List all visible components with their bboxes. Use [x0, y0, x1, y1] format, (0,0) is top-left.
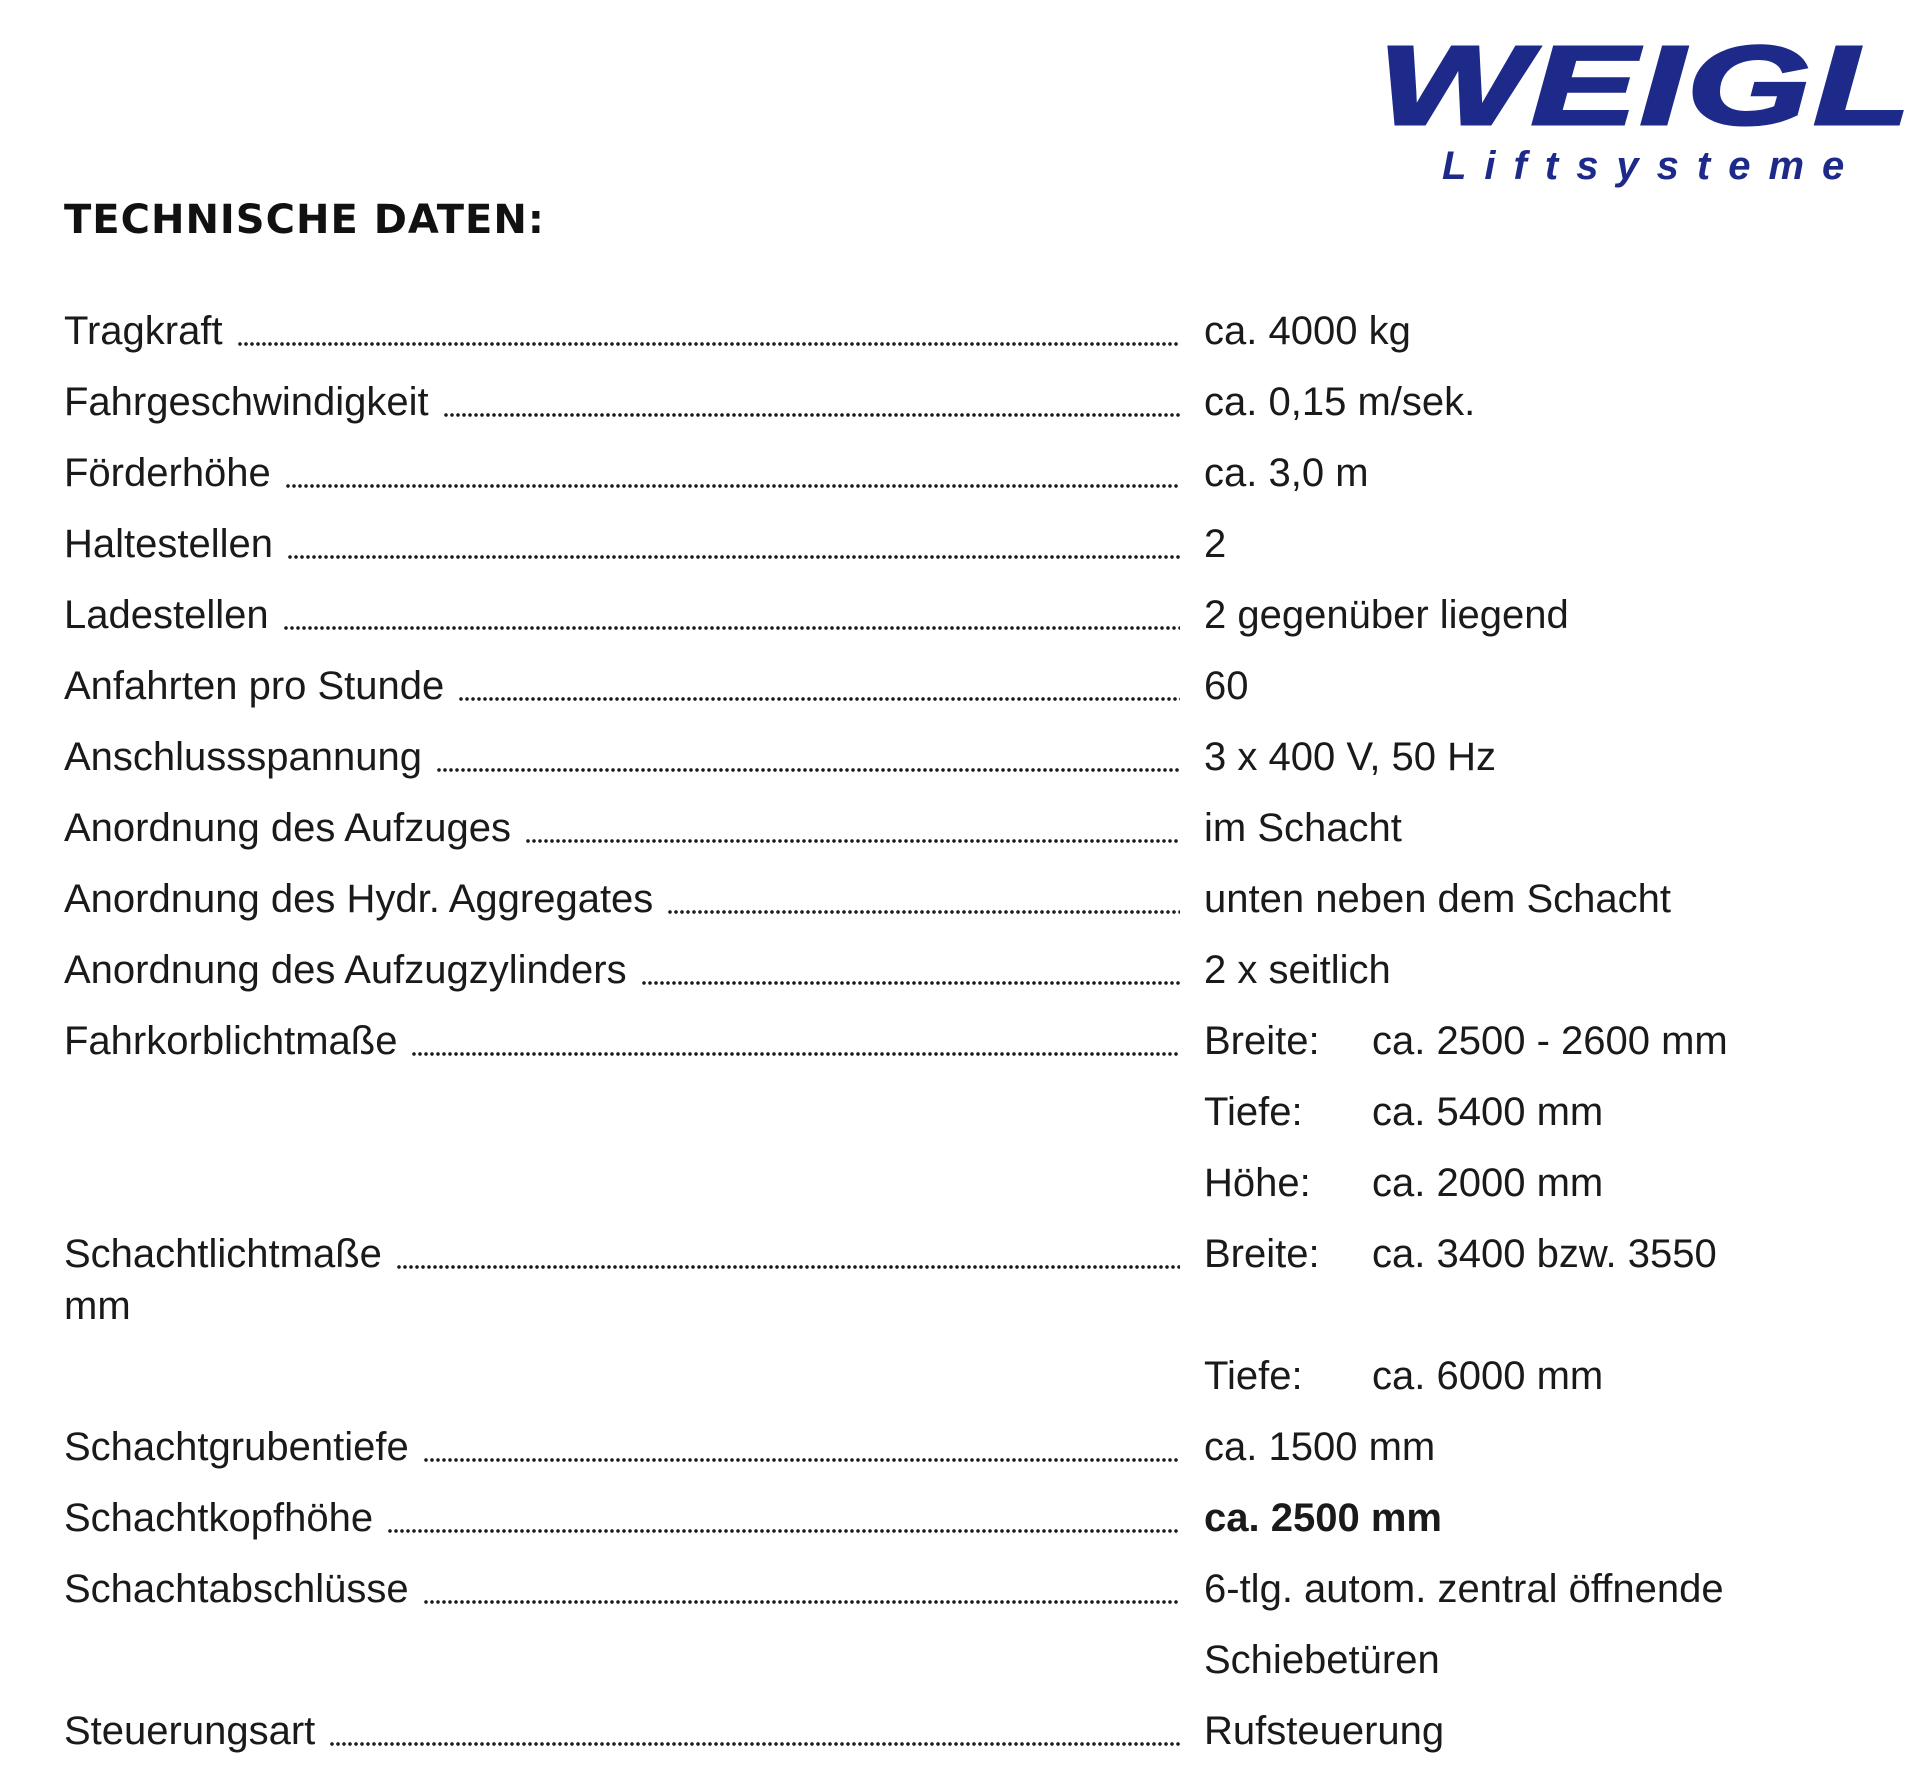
spec-label: Anordnung des Hydr. Aggregates: [64, 877, 654, 921]
spec-value: 60: [1204, 664, 1249, 708]
dimension-key: Breite:: [1204, 1232, 1320, 1276]
dot-leader: [237, 339, 1180, 349]
spec-value: ca. 0,15 m/sek.: [1204, 380, 1476, 424]
spec-value: 2 x seitlich: [1204, 948, 1391, 992]
dimension-key: Breite:: [1204, 1019, 1320, 1063]
spec-value: ca. 1500 mm: [1204, 1425, 1436, 1469]
dimension-value: ca. 6000 mm: [1372, 1354, 1604, 1398]
spec-row-abschluesse-cont: [64, 1625, 1864, 1696]
dimension-key: Höhe:: [1204, 1161, 1311, 1205]
spec-row-kopfhoehe: [64, 1483, 1864, 1554]
spec-row-schacht-tiefe: [64, 1341, 1864, 1412]
dot-leader: [387, 1526, 1180, 1536]
logo-wordmark: WEIGL: [1378, 23, 1914, 148]
spec-label: Haltestellen: [64, 522, 274, 566]
dot-leader: [287, 552, 1180, 562]
spec-label: Anordnung des Aufzuges: [64, 806, 512, 850]
page-title: TECHNISCHE DATEN:: [64, 197, 545, 243]
spec-row-foerderhoehe: [64, 438, 1864, 509]
spec-value-dimension: [1204, 1006, 1728, 1077]
dot-leader: [411, 1049, 1180, 1059]
dot-leader: [667, 907, 1180, 917]
dimension-value: ca. 2000 mm: [1372, 1161, 1604, 1205]
spec-row-anfahrten: [64, 651, 1864, 722]
spec-label: Schachtabschlüsse: [64, 1567, 409, 1611]
spec-value: ca. 3,0 m: [1204, 451, 1369, 495]
dimension-key: Tiefe:: [1204, 1090, 1303, 1134]
spec-value: im Schacht: [1204, 806, 1402, 850]
spec-label: Fahrgeschwindigkeit: [64, 380, 429, 424]
spec-row-schacht: [64, 1219, 1864, 1341]
dimension-value: ca. 2500 - 2600 mm: [1372, 1019, 1728, 1063]
spec-row-anordnung-zylinder: [64, 935, 1864, 1006]
weigl-logo: [1378, 23, 1914, 188]
spec-row-anschlussspannung: [64, 722, 1864, 793]
spec-label: Anordnung des Aufzugzylinders: [64, 948, 627, 992]
spec-row-tragkraft: [64, 296, 1864, 367]
logo-subtitle: Liftsysteme: [1442, 144, 1863, 188]
dimension-key: Tiefe:: [1204, 1354, 1303, 1398]
dot-leader: [285, 481, 1180, 491]
spec-value: 6-tlg. autom. zentral öffnende: [1204, 1567, 1724, 1611]
spec-row-fahrkorb-hoehe: [64, 1148, 1864, 1219]
spec-row-abschluesse: [64, 1554, 1864, 1625]
dot-leader: [458, 694, 1180, 704]
dot-leader: [396, 1262, 1180, 1272]
spec-row-fahrkorb-tiefe: [64, 1077, 1864, 1148]
spec-value: unten neben dem Schacht: [1204, 877, 1672, 921]
dot-leader: [436, 765, 1180, 775]
spec-label: Schachtkopfhöhe: [64, 1496, 374, 1540]
spec-row-grubentiefe: [64, 1412, 1864, 1483]
dot-leader: [641, 978, 1180, 988]
spec-value: Rufsteuerung: [1204, 1709, 1445, 1753]
spec-row-fahrkorb: [64, 1006, 1864, 1077]
spec-label: Schachtlichtmaße: [64, 1232, 382, 1276]
spec-label-continuation: mm: [64, 1284, 131, 1328]
spec-label: Schachtgrubentiefe: [64, 1425, 409, 1469]
spec-label: Fahrkorblichtmaße: [64, 1019, 398, 1063]
spec-value: 3 x 400 V, 50 Hz: [1204, 735, 1497, 779]
spec-label: Anschlussspannung: [64, 735, 423, 779]
dimension-value: ca. 5400 mm: [1372, 1090, 1604, 1134]
dot-leader: [423, 1597, 1180, 1607]
dot-leader: [525, 836, 1180, 846]
spec-value: 2: [1204, 522, 1227, 566]
spec-value-dimension: [1204, 1077, 1603, 1148]
dimension-value: ca. 3400 bzw. 3550: [1372, 1232, 1717, 1276]
spec-value-dimension: [1204, 1341, 1603, 1412]
dot-leader: [283, 623, 1180, 633]
spec-value-continuation: Schiebetüren: [1204, 1638, 1440, 1682]
spec-value-dimension: [1204, 1219, 1717, 1290]
spec-value: ca. 4000 kg: [1204, 309, 1411, 353]
spec-row-anordnung-aufzug: [64, 793, 1864, 864]
dot-leader: [423, 1455, 1180, 1465]
spec-label: Förderhöhe: [64, 451, 271, 495]
dot-leader: [443, 410, 1180, 420]
spec-row-anordnung-aggregat: [64, 864, 1864, 935]
spec-label: Ladestellen: [64, 593, 269, 637]
spec-table: [64, 296, 1864, 1767]
spec-row-haltestellen: [64, 509, 1864, 580]
spec-label: Anfahrten pro Stunde: [64, 664, 445, 708]
spec-row-steuerung: [64, 1696, 1864, 1767]
dot-leader: [329, 1739, 1180, 1749]
spec-row-fahrgeschwindigkeit: [64, 367, 1864, 438]
spec-value-dimension: [1204, 1148, 1603, 1219]
spec-label: Steuerungsart: [64, 1709, 316, 1753]
spec-value: ca. 2500 mm: [1204, 1496, 1442, 1540]
spec-label: Tragkraft: [64, 309, 223, 353]
spec-value: 2 gegenüber liegend: [1204, 593, 1569, 637]
spec-row-ladestellen: [64, 580, 1864, 651]
